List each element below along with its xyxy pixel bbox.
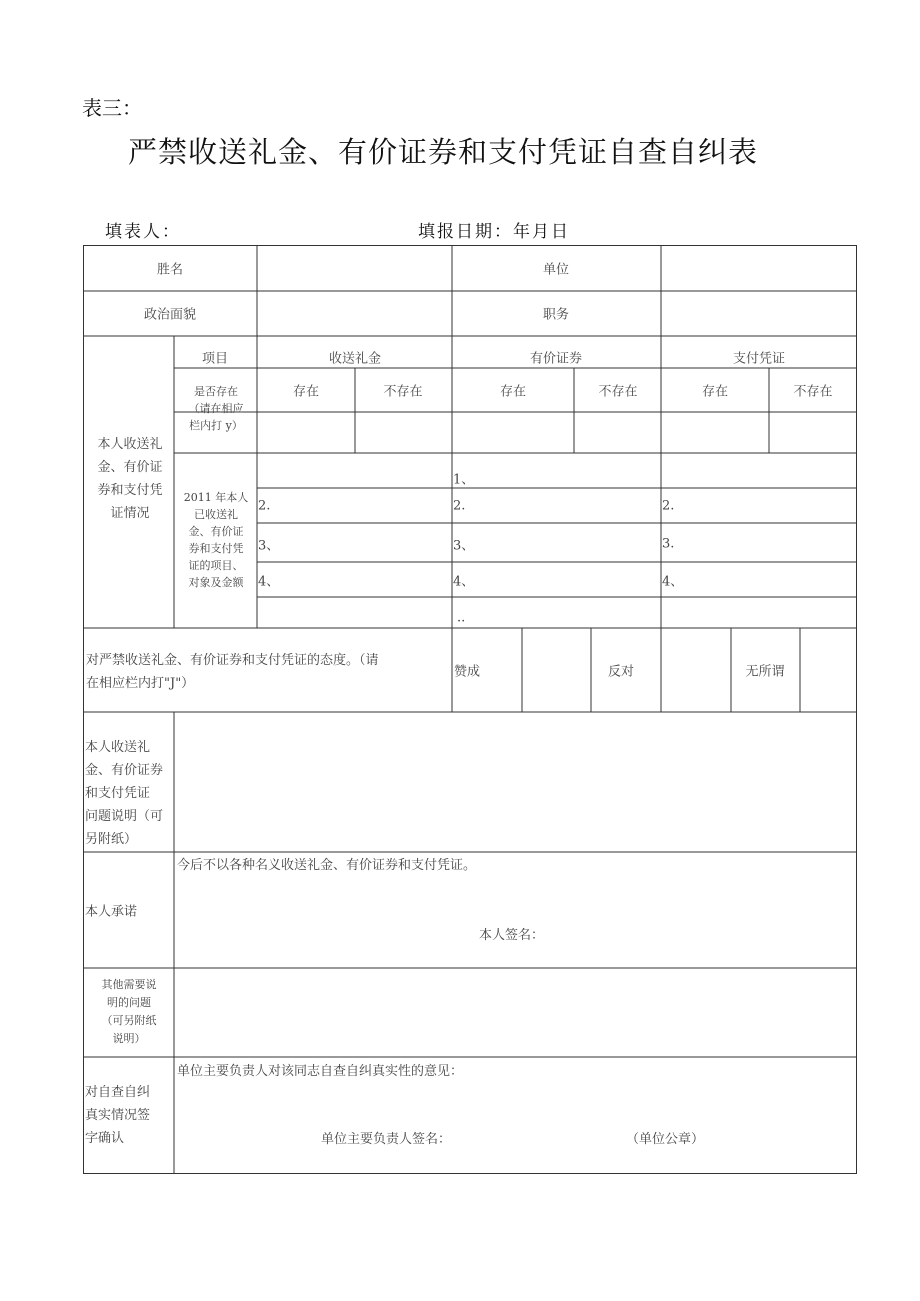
- indifferent-checkbox-cell[interactable]: [801, 629, 856, 711]
- cash-gift-header: 收送礼金: [328, 351, 382, 367]
- position-label: 职务: [542, 307, 570, 323]
- oppose-label: 反对: [607, 664, 635, 680]
- self-check-form-table: [83, 245, 857, 1174]
- agree-label: 赞成: [454, 664, 481, 680]
- other-issues-label: 其他需要说 明的问题 （可另附纸 说明）: [101, 978, 157, 1045]
- gift-section-label: 本人收送礼 金、有价证 券和支付凭 证情况: [97, 437, 163, 521]
- table-number: 表三：: [82, 96, 142, 120]
- unit-label: 单位: [542, 262, 570, 278]
- leader-opinion-label: 单位主要负责人对该同志自查自纠真实性的意见：: [177, 1064, 464, 1079]
- securities-list-ellipsis: ..: [457, 610, 466, 626]
- securities-list-item[interactable]: 3、: [453, 538, 475, 554]
- cash-list-item[interactable]: 2.: [258, 498, 271, 514]
- gift-details-label: 2011 年本人 已收送礼 金、有价证 券和支付凭 证的项目、 对象及金额: [183, 491, 249, 589]
- promise-signature-label: 本人签名：: [479, 928, 545, 943]
- payment-not-exists-checkbox-cell[interactable]: [770, 413, 856, 452]
- payment-exists-checkbox-cell[interactable]: [662, 413, 768, 452]
- cash-not-exists-label: 不存在: [383, 384, 423, 400]
- securities-header: 有价证券: [529, 351, 583, 367]
- report-date-label: 填报日期：年月日: [418, 222, 570, 242]
- securities-exists-checkbox-cell[interactable]: [453, 413, 573, 452]
- page-title: 严禁收送礼金、有价证券和支付凭证自查自纠表: [128, 135, 759, 169]
- unit-seal-label: （单位公章）: [626, 1132, 705, 1147]
- securities-list-item[interactable]: 1、: [453, 472, 475, 488]
- payment-exists-label: 存在: [701, 384, 729, 400]
- cash-exists-label: 存在: [292, 384, 320, 400]
- name-label: 胜名: [156, 262, 184, 278]
- leader-signature-label: 单位主要负责人签名：: [321, 1132, 452, 1147]
- payment-list-item[interactable]: 4、: [662, 574, 684, 590]
- cash-exists-checkbox-cell[interactable]: [258, 413, 354, 452]
- exists-question-label: 是否存在 （请在相应 栏内打 y）: [188, 385, 244, 432]
- promise-text: 今后不以各种名义收送礼金、有价证券和支付凭证。: [177, 858, 477, 873]
- indifferent-label: 无所谓: [745, 664, 785, 680]
- payment-list-item[interactable]: 2.: [662, 498, 675, 514]
- item-header: 项目: [201, 351, 229, 367]
- securities-list-item[interactable]: 4、: [453, 574, 475, 590]
- cash-not-exists-checkbox-cell[interactable]: [356, 413, 451, 452]
- payment-not-exists-label: 不存在: [793, 384, 833, 400]
- attitude-question: 对严禁收送礼金、有价证券和支付凭证的态度。（请 在相应栏内打"J"）: [86, 653, 379, 691]
- securities-exists-label: 存在: [499, 384, 527, 400]
- explanation-input-area[interactable]: [175, 713, 856, 851]
- agree-checkbox-cell[interactable]: [523, 629, 590, 711]
- political-status-label: 政治面貌: [143, 307, 197, 323]
- confirm-label: 对自查自纠 真实情况签 字确认: [85, 1085, 151, 1146]
- cash-list-item[interactable]: 3、: [258, 538, 280, 554]
- securities-not-exists-label: 不存在: [598, 384, 638, 400]
- cash-list-item[interactable]: 4、: [258, 574, 280, 590]
- other-issues-input-area[interactable]: [175, 969, 856, 1056]
- explanation-label: 本人收送礼 金、有价证券 和支付凭证 问题说明（可 另附纸）: [85, 740, 164, 847]
- promise-label: 本人承诺: [85, 904, 138, 920]
- oppose-checkbox-cell[interactable]: [662, 629, 730, 711]
- payment-list-item[interactable]: 3.: [662, 536, 675, 552]
- filler-label: 填表人：: [105, 222, 181, 242]
- securities-not-exists-checkbox-cell[interactable]: [575, 413, 660, 452]
- securities-list-item[interactable]: 2.: [453, 498, 466, 514]
- payment-voucher-header: 支付凭证: [732, 351, 786, 367]
